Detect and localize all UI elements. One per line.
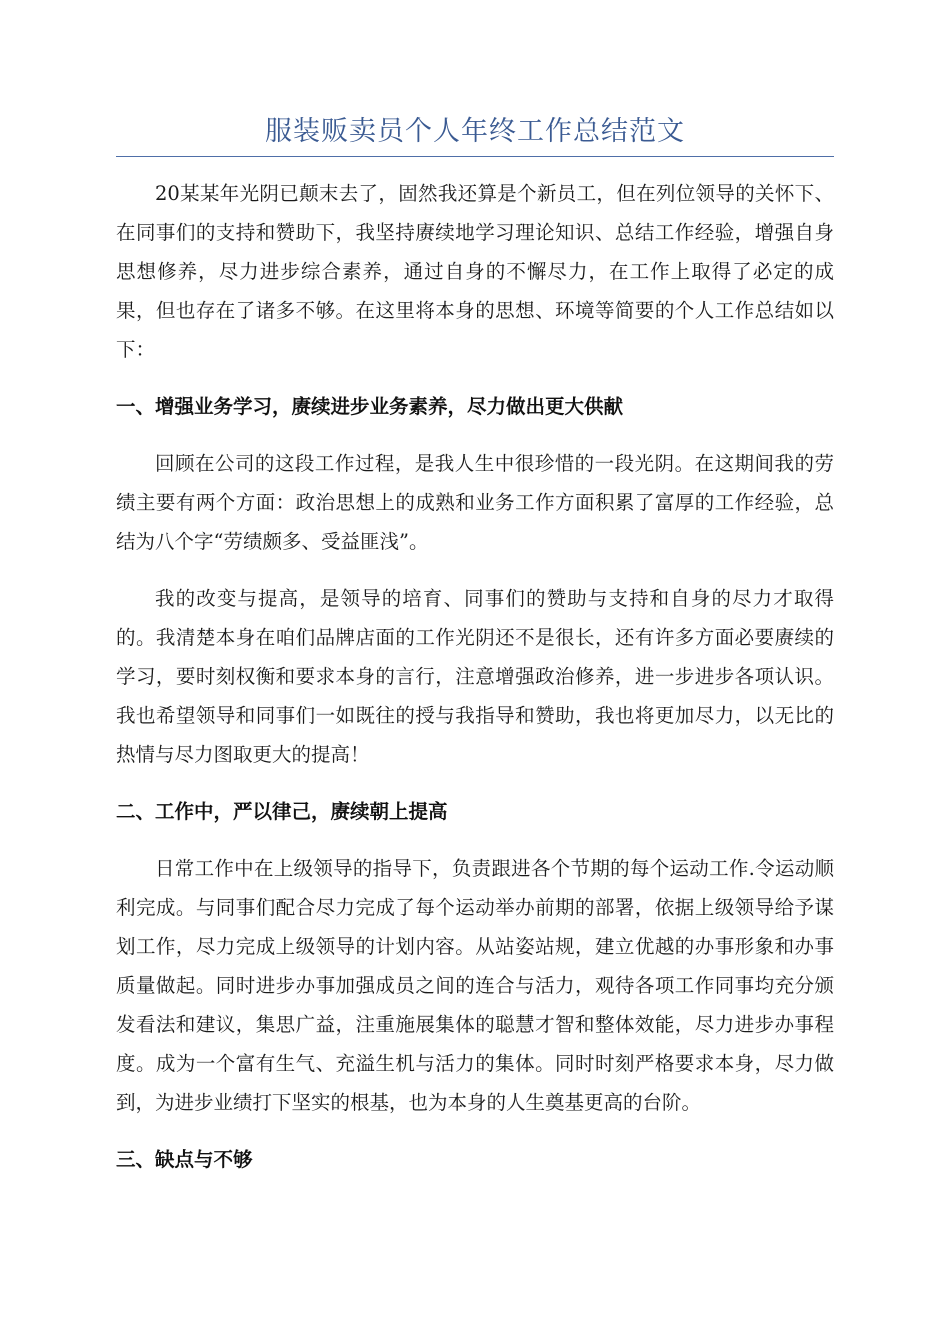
section-heading-2: 二、工作中，严以律己，赓续朝上提高 [116, 800, 448, 823]
title-underline [116, 108, 834, 157]
section-heading-3: 三、缺点与不够 [116, 1148, 253, 1171]
document-body [116, 174, 834, 1197]
document-title: 服装贩卖员个人年终工作总结范文 [265, 116, 685, 147]
paragraph-review: 回顾在公司的这段工作过程，是我人生中很珍惜的一段光阴。在这期间我的劳绩主要有两个方面：政治思想上的成熟和业务工作方面积累了富厚的工作经验，总结为八个字“劳绩颇多、受益匪浅”。 [116, 452, 834, 553]
paragraph-improvement: 我的改变与提高，是领导的培育、同事们的赞助与支持和自身的尽力才取得的。我清楚本身在咱们品牌店面的工作光阴还不是很长，还有许多方面必要赓续的学习，要时刻权衡和要求本身的言行，注意增强政治修养，进一步进步各项认识。我也希望领导和同事们一如既往的授与我指导和赞助，我也将更加尽力，以无比的热情与尽力图取更大的提高！ [116, 587, 834, 766]
paragraph-intro: 20某某年光阴已颠末去了，固然我还算是个新员工，但在列位领导的关怀下、在同事们的支持和赞助下，我坚持赓续地学习理论知识、总结工作经验，增强自身思想修养，尽力进步综合素养，通过自身的不懈尽力，在工作上取得了必定的成果，但也存在了诸多不够。在这里将本身的思想、环境等简要的个人工作总结如以下： [116, 182, 834, 361]
paragraph-daily-work: 日常工作中在上级领导的指导下，负责跟进各个节期的每个运动工作.令运动顺利完成。与同事们配合尽力完成了每个运动举办前期的部署，依据上级领导给予谋划工作，尽力完成上级领导的计划内容。从站姿站规，建立优越的办事形象和办事质量做起。同时进步办事加强成员之间的连合与活力，观待各项工作同事均充分颁发看法和建议，集思广益，注重施展集体的聪慧才智和整体效能，尽力进步办事程度。成为一个富有生气、充溢生机与活力的集体。同时时刻严格要求本身，尽力做到，为进步业绩打下坚实的根基，也为本身的人生奠基更高的台阶。 [116, 857, 834, 1114]
section-heading-1: 一、增强业务学习，赓续进步业务素养，尽力做出更大供献 [116, 395, 624, 418]
